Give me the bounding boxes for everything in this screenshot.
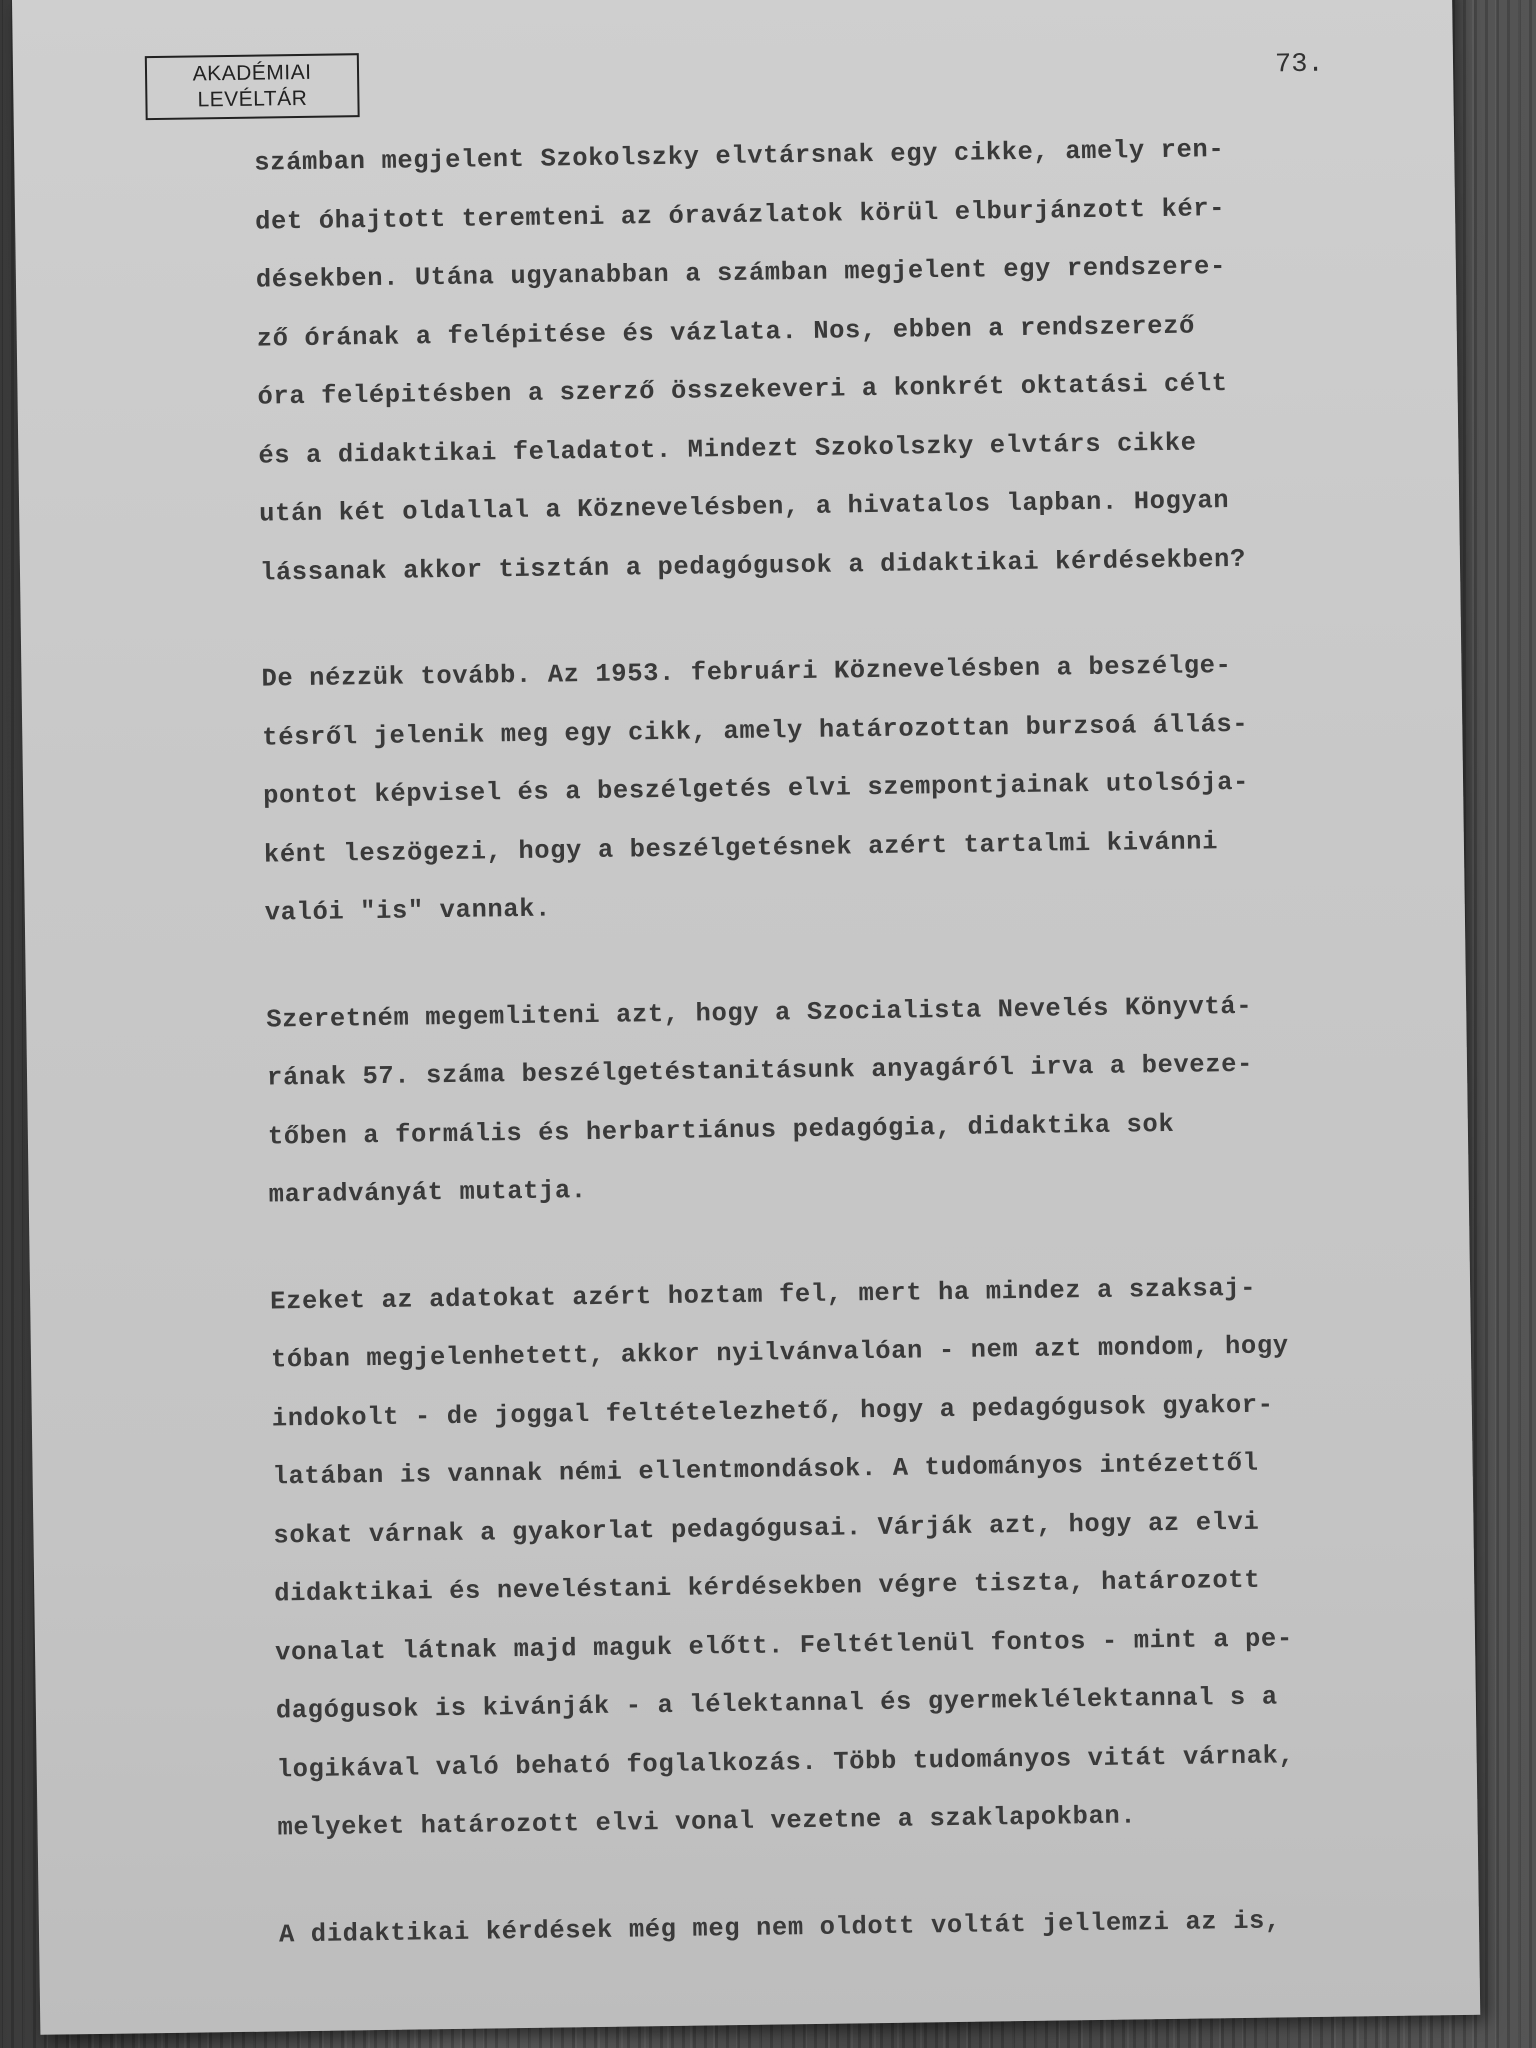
text-line: Szeretném megemliteni azt, hogy a Szocialista Nevelés Könyvtá- — [266, 991, 1253, 1035]
text-line: det óhajtott teremteni az óravázlatok körül elburjánzott kér- — [254, 193, 1226, 237]
text-line: rának 57. száma beszélgetéstanitásunk anyagáról irva a beveze- — [266, 1049, 1254, 1093]
text-line: óra felépitésben a szerző összekeveri a konkrét oktatási célt — [257, 369, 1228, 412]
paragraph-1 — [254, 119, 1390, 603]
text-line: ző órának a felépitése és vázlata. Nos, ebben a rendszerező — [256, 311, 1196, 354]
text-line: désekben. Utána ugyanabban a számban megjelent egy rendszere- — [255, 252, 1227, 295]
paragraph-5 — [279, 1890, 1410, 1964]
text-line: A didaktikai kérdések még meg nem oldott voltát jellemzi az is, — [278, 1905, 1281, 1949]
archive-stamp — [145, 53, 360, 120]
text-line: ként leszögezi, hogy a beszélgetésnek azért tartalmi kivánni — [263, 826, 1219, 870]
page-number: 73. — [1274, 49, 1324, 81]
text-line: didaktikai és neveléstani kérdésekben végre tiszta, határozott — [274, 1565, 1261, 1609]
paragraph-4 — [270, 1257, 1408, 1858]
text-line: De nézzük tovább. Az 1953. februári Köznevelésben a beszélge- — [261, 651, 1232, 694]
text-line: latában is vannak némi ellentmondások. A tudományos intézettől — [272, 1448, 1259, 1492]
text-line: indokolt - de joggal feltételezhető, hogy a pedagógusok gyakor- — [271, 1390, 1274, 1434]
stamp-line-2: LEVÉLTÁR — [197, 86, 308, 112]
paragraph-2 — [261, 635, 1395, 943]
text-line: vonalat látnak majd maguk előtt. Feltétlenül fontos - mint a pe- — [274, 1623, 1293, 1667]
text-line: tőben a formális és herbartiánus pedagógia, didaktika sok — [267, 1109, 1175, 1152]
text-line: valói "is" vannak. — [264, 894, 552, 928]
text-line: tésről jelenik meg egy cikk, amely határozottan burzsoá állás- — [262, 709, 1249, 753]
typewritten-page — [12, 0, 1480, 2035]
stamp-line-1: AKADÉMIAI — [192, 60, 312, 86]
text-line: pontot képvisel és a beszélgetés elvi szempontjainak utolsója- — [262, 767, 1250, 811]
text-line: sokat várnak a gyakorlat pedagógusai. Várják azt, hogy az elvi — [273, 1507, 1260, 1550]
text-line: melyeket határozott elvi vonal vezetne a szaklapokban. — [277, 1801, 1137, 1843]
text-line: dagógusok is kivánják - a lélektannal és gyermeklélektannal s a — [275, 1682, 1278, 1726]
text-line: után két oldallal a Köznevelésben, a hivatalos lapban. Hogyan — [258, 486, 1230, 529]
paragraph-3 — [266, 975, 1399, 1225]
text-line: lássanak akkor tisztán a pedagógusok a didaktikai kérdésekben? — [259, 544, 1247, 588]
text-line: számban megjelent Szokolszky elvtársnak egy cikke, amely ren- — [254, 135, 1225, 178]
text-line: és a didaktikai feladatot. Mindezt Szokolszky elvtárs cikke — [258, 428, 1197, 471]
text-line: Ezeket az adatokat azért hoztam fel, mert ha mindez a szaksaj- — [269, 1273, 1257, 1317]
text-line: maradványát mutatja. — [268, 1176, 587, 1210]
text-line: tóban megjelenhetett, akkor nyilvánvalóan - nem azt mondom, hogy — [270, 1331, 1289, 1375]
document-body — [254, 119, 1410, 2013]
text-line: logikával való beható foglalkozás. Több tudományos vitát várnak, — [276, 1740, 1295, 1784]
